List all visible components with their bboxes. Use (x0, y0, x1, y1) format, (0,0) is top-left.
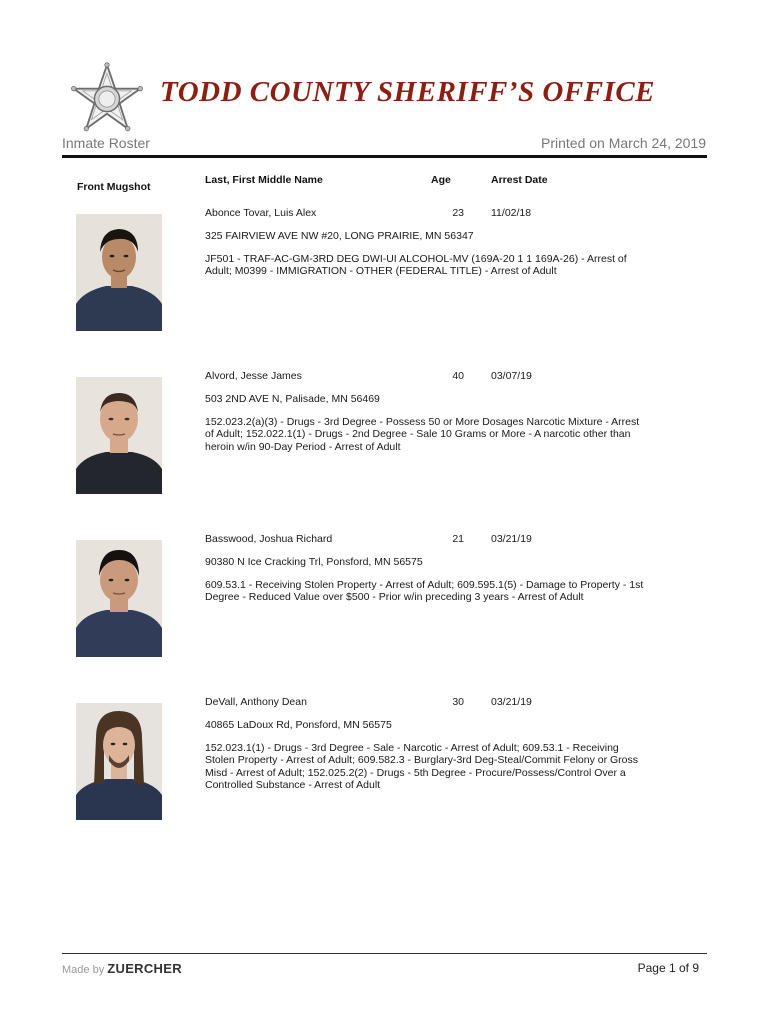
inmate-name: Abonce Tovar, Luis Alex (205, 207, 317, 219)
mugshot-photo (76, 540, 162, 657)
inmate-charges: 609.53.1 - Receiving Stolen Property - Arrest of Adult; 609.595.1(5) - Damage to Property - 1st Degree - Reduced Value over $500 - Prior w/in preceding 3 years - Arrest of Adult (205, 579, 644, 604)
inmate-name: DeVall, Anthony Dean (205, 696, 307, 708)
page-header (0, 0, 768, 160)
inmate-charges: 152.023.2(a)(3) - Drugs - 3rd Degree - Possess 50 or More Dosages Narcotic Mixture - Arrest of Adult; 152.022.1(1) - Drugs - 2nd Degree - Sale 10 Grams or More - A narcotic other than heroin w/in 90-Day Period - Arrest of Adult (205, 416, 640, 453)
arrest-date: 03/07/19 (491, 370, 532, 382)
inmate-age: 21 (452, 533, 464, 545)
sheriff-star-badge-icon (70, 62, 144, 136)
mugshot-photo (76, 214, 162, 331)
inmate-charges: 152.023.1(1) - Drugs - 3rd Degree - Sale - Narcotic - Arrest of Adult; 609.53.1 - Receiving Stolen Property - Arrest of Adult; 609.582.3 - Burglary-3rd Deg-Steal/Commit Felony or Gross Misd - Arrest of Adult; 152.025.2(2) - Drugs - 5th Degree - Procure/Possess/Control Over a Controlled Substance - Arrest of Adult (205, 742, 639, 792)
inmate-address: 40865 LaDoux Rd, Ponsford, MN 56575 (205, 719, 392, 731)
inmate-record (0, 696, 768, 853)
inmate-address: 325 FAIRVIEW AVE NW #20, LONG PRAIRIE, MN 56347 (205, 230, 474, 242)
arrest-date: 03/21/19 (491, 696, 532, 708)
header-divider (62, 155, 707, 158)
inmate-name: Alvord, Jesse James (205, 370, 302, 382)
mugshot-photo (76, 377, 162, 494)
page-number: Page 1 of 9 (637, 961, 699, 975)
column-header-mugshot: Front Mugshot (77, 181, 151, 193)
zuercher-logo: ZUERCHER (107, 961, 182, 976)
inmate-charges: JF501 - TRAF-AC-GM-3RD DEG DWI-UI ALCOHOL-MV (169A-20 1 1 169A-26) - Arrest of Adult; M0399 - IMMIGRATION - OTHER (FEDERAL TITLE) - Arrest of Adult (205, 253, 627, 278)
inmate-address: 503 2ND AVE N, Palisade, MN 56469 (205, 393, 380, 405)
arrest-date: 11/02/18 (491, 207, 532, 219)
column-header-arrest-date: Arrest Date (491, 174, 548, 186)
arrest-date: 03/21/19 (491, 533, 532, 545)
inmate-record (0, 207, 768, 364)
inmate-age: 30 (452, 696, 464, 708)
column-header-name: Last, First Middle Name (205, 174, 323, 186)
printed-date: Printed on March 24, 2019 (541, 135, 706, 151)
inmate-age: 40 (452, 370, 464, 382)
inmate-age: 23 (452, 207, 464, 219)
report-title: Inmate Roster (62, 135, 150, 151)
mugshot-photo (76, 703, 162, 820)
inmate-record (0, 533, 768, 690)
inmate-address: 90380 N Ice Cracking Trl, Ponsford, MN 56575 (205, 556, 423, 568)
made-by-label: Made by (62, 964, 105, 976)
inmate-name: Basswood, Joshua Richard (205, 533, 333, 545)
footer-divider (62, 953, 707, 954)
footer-credit (62, 961, 182, 976)
inmate-record (0, 370, 768, 527)
agency-title: TODD COUNTY SHERIFF’S OFFICE (160, 76, 656, 108)
column-header-age: Age (431, 174, 451, 186)
